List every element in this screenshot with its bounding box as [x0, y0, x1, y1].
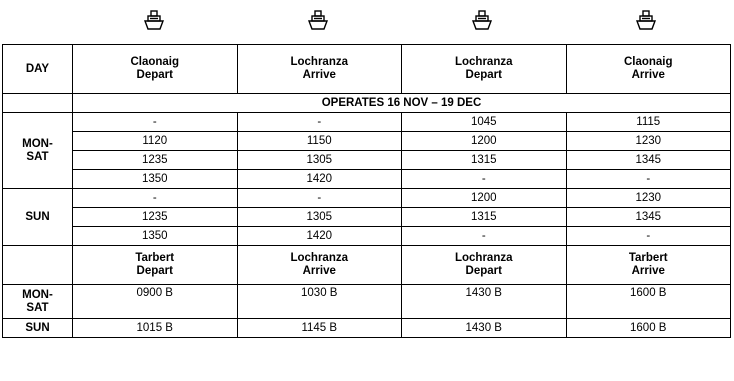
time-cell: 1315: [402, 208, 567, 227]
time-cell: -: [237, 113, 402, 132]
table-row: [3, 113, 731, 132]
col-header: Lochranza Depart: [402, 246, 567, 285]
day-label: SUN: [3, 319, 73, 338]
day-label: MON- SAT: [3, 285, 73, 319]
time-cell: 1305: [237, 208, 402, 227]
table-row: [3, 227, 731, 246]
time-cell: -: [402, 227, 567, 246]
col-header: Tarbert Arrive: [566, 246, 731, 285]
time-cell: 1115: [566, 113, 731, 132]
time-cell: -: [402, 170, 567, 189]
table-row: [3, 151, 731, 170]
time-cell: -: [73, 189, 238, 208]
tarbert-header-row: [3, 246, 731, 285]
time-cell: 1350: [73, 227, 238, 246]
table-row: [3, 132, 731, 151]
col-header: Lochranza Arrive: [237, 45, 402, 94]
time-cell: -: [73, 113, 238, 132]
time-cell: 1600 B: [566, 319, 731, 338]
col-header: Claonaig Arrive: [566, 45, 731, 94]
ferry-icon: [469, 8, 495, 37]
ferry-icon-row: [72, 7, 728, 37]
col-header: Lochranza Depart: [402, 45, 567, 94]
time-cell: 1120: [73, 132, 238, 151]
time-cell: 1345: [566, 151, 731, 170]
time-cell: -: [566, 227, 731, 246]
time-cell: 1315: [402, 151, 567, 170]
time-cell: -: [237, 189, 402, 208]
day-header: DAY: [3, 45, 73, 94]
table-row: [3, 285, 731, 319]
time-cell: -: [566, 170, 731, 189]
time-cell: 1420: [237, 170, 402, 189]
table-row: [3, 208, 731, 227]
time-cell: 1420: [237, 227, 402, 246]
header-row: [3, 45, 731, 94]
time-cell: 1345: [566, 208, 731, 227]
time-cell: 1015 B: [73, 319, 238, 338]
day-label: SUN: [3, 189, 73, 246]
timetable: [2, 44, 731, 338]
table-row: [3, 170, 731, 189]
time-cell: 1350: [73, 170, 238, 189]
time-cell: 1235: [73, 151, 238, 170]
time-cell: 1200: [402, 189, 567, 208]
time-cell: 1235: [73, 208, 238, 227]
col-header: Lochranza Arrive: [237, 246, 402, 285]
time-cell: 0900 B: [73, 285, 238, 319]
day-label: MON- SAT: [3, 113, 73, 189]
time-cell: 1150: [237, 132, 402, 151]
col-header: Tarbert Depart: [73, 246, 238, 285]
ferry-icon: [633, 8, 659, 37]
time-cell: 1230: [566, 132, 731, 151]
time-cell: 1145 B: [237, 319, 402, 338]
operates-banner: OPERATES 16 NOV – 19 DEC: [73, 94, 731, 113]
time-cell: 1430 B: [402, 285, 567, 319]
time-cell: 1600 B: [566, 285, 731, 319]
time-cell: 1305: [237, 151, 402, 170]
ferry-icon: [141, 8, 167, 37]
table-row: [3, 189, 731, 208]
ferry-icon: [305, 8, 331, 37]
time-cell: 1200: [402, 132, 567, 151]
operates-row: [3, 94, 731, 113]
time-cell: 1030 B: [237, 285, 402, 319]
table-row: [3, 319, 731, 338]
time-cell: 1430 B: [402, 319, 567, 338]
time-cell: 1045: [402, 113, 567, 132]
col-header: Claonaig Depart: [73, 45, 238, 94]
time-cell: 1230: [566, 189, 731, 208]
